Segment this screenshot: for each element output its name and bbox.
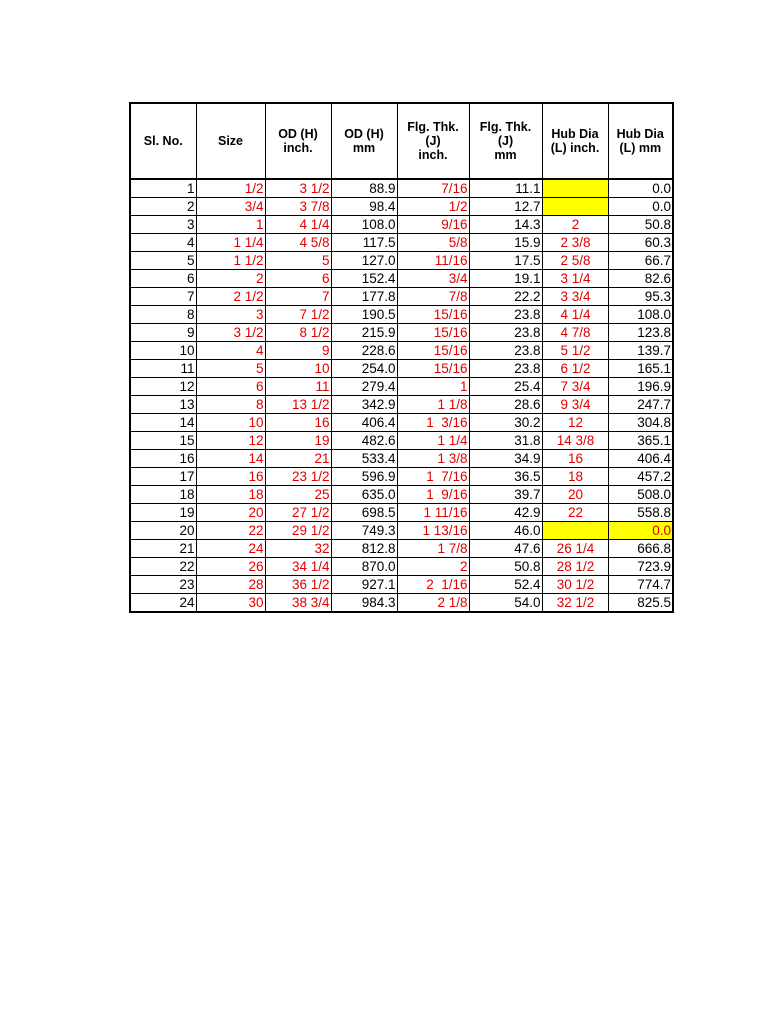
cell-od-mm[interactable]: 152.4 xyxy=(331,270,397,288)
cell-hub-dia-mm[interactable]: 50.8 xyxy=(608,216,673,234)
cell-size[interactable]: 4 xyxy=(196,342,265,360)
cell-hub-dia-inch[interactable]: 2 3/8 xyxy=(542,234,608,252)
cell-sl-no[interactable]: 4 xyxy=(130,234,196,252)
cell-flange-thickness-inch[interactable]: 15/16 xyxy=(397,360,469,378)
cell-flange-thickness-inch[interactable]: 3/4 xyxy=(397,270,469,288)
cell-hub-dia-inch[interactable]: 16 xyxy=(542,450,608,468)
cell-sl-no[interactable]: 8 xyxy=(130,306,196,324)
cell-flange-thickness-inch[interactable]: 15/16 xyxy=(397,324,469,342)
cell-size[interactable]: 22 xyxy=(196,522,265,540)
cell-flange-thickness-inch[interactable]: 1/2 xyxy=(397,198,469,216)
cell-hub-dia-inch[interactable]: 28 1/2 xyxy=(542,558,608,576)
cell-od-inch[interactable]: 16 xyxy=(265,414,331,432)
cell-od-mm[interactable]: 190.5 xyxy=(331,306,397,324)
cell-size[interactable]: 3 1/2 xyxy=(196,324,265,342)
cell-sl-no[interactable]: 2 xyxy=(130,198,196,216)
cell-hub-dia-mm[interactable]: 95.3 xyxy=(608,288,673,306)
cell-size[interactable]: 2 1/2 xyxy=(196,288,265,306)
cell-hub-dia-inch[interactable]: 2 xyxy=(542,216,608,234)
table-row xyxy=(130,450,673,468)
cell-hub-dia-inch[interactable]: 30 1/2 xyxy=(542,576,608,594)
table-row xyxy=(130,216,673,234)
table-row xyxy=(130,252,673,270)
cell-od-mm[interactable]: 533.4 xyxy=(331,450,397,468)
cell-flange-thickness-mm[interactable]: 22.2 xyxy=(469,288,542,306)
cell-size[interactable]: 3 xyxy=(196,306,265,324)
cell-flange-thickness-mm[interactable]: 39.7 xyxy=(469,486,542,504)
table-row xyxy=(130,486,673,504)
cell-od-inch[interactable]: 4 1/4 xyxy=(265,216,331,234)
cell-hub-dia-inch[interactable]: 3 3/4 xyxy=(542,288,608,306)
cell-hub-dia-mm[interactable]: 247.7 xyxy=(608,396,673,414)
table-row xyxy=(130,378,673,396)
cell-size[interactable]: 6 xyxy=(196,378,265,396)
cell-size[interactable]: 10 xyxy=(196,414,265,432)
cell-size[interactable]: 18 xyxy=(196,486,265,504)
cell-od-mm[interactable]: 117.5 xyxy=(331,234,397,252)
cell-od-mm[interactable]: 406.4 xyxy=(331,414,397,432)
cell-hub-dia-mm[interactable]: 60.3 xyxy=(608,234,673,252)
cell-od-mm[interactable]: 127.0 xyxy=(331,252,397,270)
cell-od-inch[interactable]: 11 xyxy=(265,378,331,396)
cell-od-inch[interactable]: 29 1/2 xyxy=(265,522,331,540)
cell-sl-no[interactable]: 24 xyxy=(130,594,196,613)
cell-od-mm[interactable]: 279.4 xyxy=(331,378,397,396)
table-row xyxy=(130,558,673,576)
table-row xyxy=(130,306,673,324)
cell-hub-dia-inch[interactable]: 6 1/2 xyxy=(542,360,608,378)
cell-flange-thickness-mm[interactable]: 23.8 xyxy=(469,324,542,342)
cell-od-inch[interactable]: 3 1/2 xyxy=(265,179,331,198)
cell-od-inch[interactable]: 9 xyxy=(265,342,331,360)
cell-od-inch[interactable]: 4 5/8 xyxy=(265,234,331,252)
cell-flange-thickness-mm[interactable]: 12.7 xyxy=(469,198,542,216)
cell-od-mm[interactable]: 215.9 xyxy=(331,324,397,342)
table-row xyxy=(130,234,673,252)
cell-od-mm[interactable]: 108.0 xyxy=(331,216,397,234)
cell-sl-no[interactable]: 12 xyxy=(130,378,196,396)
cell-flange-thickness-mm[interactable]: 11.1 xyxy=(469,179,542,198)
cell-od-inch[interactable]: 23 1/2 xyxy=(265,468,331,486)
cell-size[interactable]: 3/4 xyxy=(196,198,265,216)
cell-od-mm[interactable]: 596.9 xyxy=(331,468,397,486)
cell-size[interactable]: 1 xyxy=(196,216,265,234)
cell-hub-dia-mm[interactable]: 108.0 xyxy=(608,306,673,324)
cell-od-inch[interactable]: 19 xyxy=(265,432,331,450)
cell-flange-thickness-mm[interactable]: 19.1 xyxy=(469,270,542,288)
cell-flange-thickness-mm[interactable]: 34.9 xyxy=(469,450,542,468)
table-row xyxy=(130,270,673,288)
cell-size[interactable]: 8 xyxy=(196,396,265,414)
flange-dimension-sheet xyxy=(129,102,672,613)
cell-flange-thickness-mm[interactable]: 54.0 xyxy=(469,594,542,613)
cell-hub-dia-inch[interactable]: 4 1/4 xyxy=(542,306,608,324)
cell-od-inch[interactable]: 10 xyxy=(265,360,331,378)
cell-size[interactable]: 1 1/4 xyxy=(196,234,265,252)
cell-sl-no[interactable]: 6 xyxy=(130,270,196,288)
cell-size[interactable]: 12 xyxy=(196,432,265,450)
cell-od-inch[interactable]: 7 1/2 xyxy=(265,306,331,324)
cell-hub-dia-mm[interactable]: 196.9 xyxy=(608,378,673,396)
cell-od-mm[interactable]: 927.1 xyxy=(331,576,397,594)
cell-size[interactable]: 16 xyxy=(196,468,265,486)
cell-flange-thickness-inch[interactable]: 7/8 xyxy=(397,288,469,306)
cell-hub-dia-inch[interactable]: 14 3/8 xyxy=(542,432,608,450)
table-row xyxy=(130,468,673,486)
cell-hub-dia-mm[interactable]: 558.8 xyxy=(608,504,673,522)
table-row xyxy=(130,179,673,198)
cell-hub-dia-inch[interactable]: 22 xyxy=(542,504,608,522)
cell-flange-thickness-mm[interactable]: 23.8 xyxy=(469,360,542,378)
cell-flange-thickness-inch[interactable]: 2 1/16 xyxy=(397,576,469,594)
cell-flange-thickness-mm[interactable]: 52.4 xyxy=(469,576,542,594)
cell-sl-no[interactable]: 16 xyxy=(130,450,196,468)
cell-flange-thickness-inch[interactable]: 9/16 xyxy=(397,216,469,234)
cell-hub-dia-inch[interactable] xyxy=(542,198,608,216)
header-sl-no[interactable]: Sl. No. xyxy=(130,103,196,179)
cell-flange-thickness-inch[interactable]: 2 xyxy=(397,558,469,576)
cell-hub-dia-mm[interactable]: 123.8 xyxy=(608,324,673,342)
cell-size[interactable]: 1/2 xyxy=(196,179,265,198)
cell-hub-dia-mm[interactable]: 66.7 xyxy=(608,252,673,270)
cell-flange-thickness-mm[interactable]: 14.3 xyxy=(469,216,542,234)
cell-flange-thickness-inch[interactable]: 1 7/16 xyxy=(397,468,469,486)
header-od-inch[interactable]: OD (H) inch. xyxy=(265,103,331,179)
cell-od-inch[interactable]: 5 xyxy=(265,252,331,270)
header-flange-thickness-mm[interactable]: Flg. Thk. (J) mm xyxy=(469,103,542,179)
cell-sl-no[interactable]: 18 xyxy=(130,486,196,504)
cell-hub-dia-inch[interactable]: 12 xyxy=(542,414,608,432)
cell-hub-dia-mm[interactable]: 457.2 xyxy=(608,468,673,486)
cell-hub-dia-mm[interactable]: 0.0 xyxy=(608,522,673,540)
cell-od-inch[interactable]: 6 xyxy=(265,270,331,288)
cell-sl-no[interactable]: 10 xyxy=(130,342,196,360)
table-row xyxy=(130,396,673,414)
cell-od-inch[interactable]: 32 xyxy=(265,540,331,558)
cell-flange-thickness-inch[interactable]: 1 1/4 xyxy=(397,432,469,450)
cell-od-mm[interactable]: 254.0 xyxy=(331,360,397,378)
cell-flange-thickness-inch[interactable]: 1 11/16 xyxy=(397,504,469,522)
cell-size[interactable]: 20 xyxy=(196,504,265,522)
cell-od-inch[interactable]: 25 xyxy=(265,486,331,504)
cell-sl-no[interactable]: 14 xyxy=(130,414,196,432)
cell-flange-thickness-inch[interactable]: 1 13/16 xyxy=(397,522,469,540)
cell-od-mm[interactable]: 342.9 xyxy=(331,396,397,414)
cell-size[interactable]: 28 xyxy=(196,576,265,594)
cell-hub-dia-mm[interactable]: 82.6 xyxy=(608,270,673,288)
cell-hub-dia-inch[interactable]: 2 5/8 xyxy=(542,252,608,270)
cell-flange-thickness-inch[interactable]: 15/16 xyxy=(397,342,469,360)
table-row xyxy=(130,522,673,540)
cell-hub-dia-inch[interactable]: 4 7/8 xyxy=(542,324,608,342)
cell-od-mm[interactable]: 749.3 xyxy=(331,522,397,540)
cell-hub-dia-mm[interactable]: 365.1 xyxy=(608,432,673,450)
header-hub-dia-mm[interactable]: Hub Dia (L) mm xyxy=(608,103,673,179)
cell-od-mm[interactable]: 984.3 xyxy=(331,594,397,613)
cell-flange-thickness-mm[interactable]: 28.6 xyxy=(469,396,542,414)
cell-sl-no[interactable]: 15 xyxy=(130,432,196,450)
cell-hub-dia-inch[interactable] xyxy=(542,179,608,198)
cell-hub-dia-inch[interactable]: 18 xyxy=(542,468,608,486)
cell-flange-thickness-mm[interactable]: 25.4 xyxy=(469,378,542,396)
cell-flange-thickness-inch[interactable]: 1 3/8 xyxy=(397,450,469,468)
cell-sl-no[interactable]: 9 xyxy=(130,324,196,342)
cell-hub-dia-mm[interactable]: 666.8 xyxy=(608,540,673,558)
cell-hub-dia-inch[interactable]: 26 1/4 xyxy=(542,540,608,558)
cell-size[interactable]: 24 xyxy=(196,540,265,558)
cell-od-inch[interactable]: 38 3/4 xyxy=(265,594,331,613)
table-row xyxy=(130,288,673,306)
cell-size[interactable]: 5 xyxy=(196,360,265,378)
cell-hub-dia-inch[interactable]: 3 1/4 xyxy=(542,270,608,288)
table-row xyxy=(130,360,673,378)
cell-flange-thickness-mm[interactable]: 17.5 xyxy=(469,252,542,270)
table-row xyxy=(130,414,673,432)
cell-flange-thickness-inch[interactable]: 5/8 xyxy=(397,234,469,252)
cell-size[interactable]: 26 xyxy=(196,558,265,576)
cell-hub-dia-inch[interactable]: 9 3/4 xyxy=(542,396,608,414)
cell-flange-thickness-mm[interactable]: 23.8 xyxy=(469,342,542,360)
cell-hub-dia-mm[interactable]: 0.0 xyxy=(608,179,673,198)
cell-od-mm[interactable]: 98.4 xyxy=(331,198,397,216)
cell-flange-thickness-mm[interactable]: 42.9 xyxy=(469,504,542,522)
cell-flange-thickness-mm[interactable]: 23.8 xyxy=(469,306,542,324)
table-body xyxy=(130,179,673,612)
cell-flange-thickness-mm[interactable]: 36.5 xyxy=(469,468,542,486)
cell-flange-thickness-inch[interactable]: 1 3/16 xyxy=(397,414,469,432)
header-size[interactable]: Size xyxy=(196,103,265,179)
cell-sl-no[interactable]: 19 xyxy=(130,504,196,522)
table-row xyxy=(130,540,673,558)
cell-od-mm[interactable]: 698.5 xyxy=(331,504,397,522)
cell-size[interactable]: 30 xyxy=(196,594,265,613)
cell-hub-dia-inch[interactable] xyxy=(542,522,608,540)
cell-hub-dia-mm[interactable]: 165.1 xyxy=(608,360,673,378)
cell-sl-no[interactable]: 23 xyxy=(130,576,196,594)
cell-hub-dia-mm[interactable]: 0.0 xyxy=(608,198,673,216)
cell-flange-thickness-mm[interactable]: 47.6 xyxy=(469,540,542,558)
table-row xyxy=(130,594,673,613)
cell-od-inch[interactable]: 27 1/2 xyxy=(265,504,331,522)
cell-flange-thickness-inch[interactable]: 1 1/8 xyxy=(397,396,469,414)
table-row xyxy=(130,504,673,522)
cell-flange-thickness-mm[interactable]: 50.8 xyxy=(469,558,542,576)
header-row xyxy=(130,103,673,179)
cell-flange-thickness-mm[interactable]: 30.2 xyxy=(469,414,542,432)
cell-sl-no[interactable]: 1 xyxy=(130,179,196,198)
cell-od-inch[interactable]: 8 1/2 xyxy=(265,324,331,342)
cell-hub-dia-inch[interactable]: 5 1/2 xyxy=(542,342,608,360)
table-row xyxy=(130,432,673,450)
cell-od-mm[interactable]: 228.6 xyxy=(331,342,397,360)
cell-sl-no[interactable]: 21 xyxy=(130,540,196,558)
cell-hub-dia-mm[interactable]: 406.4 xyxy=(608,450,673,468)
cell-flange-thickness-inch[interactable]: 1 7/8 xyxy=(397,540,469,558)
header-od-mm[interactable]: OD (H) mm xyxy=(331,103,397,179)
table-row xyxy=(130,324,673,342)
table-row xyxy=(130,576,673,594)
cell-hub-dia-mm[interactable]: 508.0 xyxy=(608,486,673,504)
cell-od-inch[interactable]: 21 xyxy=(265,450,331,468)
cell-hub-dia-mm[interactable]: 139.7 xyxy=(608,342,673,360)
cell-od-mm[interactable]: 870.0 xyxy=(331,558,397,576)
cell-od-mm[interactable]: 482.6 xyxy=(331,432,397,450)
cell-sl-no[interactable]: 11 xyxy=(130,360,196,378)
cell-od-mm[interactable]: 88.9 xyxy=(331,179,397,198)
cell-sl-no[interactable]: 3 xyxy=(130,216,196,234)
cell-sl-no[interactable]: 20 xyxy=(130,522,196,540)
cell-od-mm[interactable]: 812.8 xyxy=(331,540,397,558)
cell-sl-no[interactable]: 7 xyxy=(130,288,196,306)
cell-flange-thickness-inch[interactable]: 11/16 xyxy=(397,252,469,270)
cell-od-inch[interactable]: 7 xyxy=(265,288,331,306)
cell-flange-thickness-inch[interactable]: 1 9/16 xyxy=(397,486,469,504)
cell-sl-no[interactable]: 17 xyxy=(130,468,196,486)
cell-od-mm[interactable]: 635.0 xyxy=(331,486,397,504)
cell-hub-dia-inch[interactable]: 32 1/2 xyxy=(542,594,608,613)
table-row xyxy=(130,198,673,216)
header-flange-thickness-inch[interactable]: Flg. Thk. (J) inch. xyxy=(397,103,469,179)
cell-hub-dia-mm[interactable]: 825.5 xyxy=(608,594,673,613)
cell-sl-no[interactable]: 13 xyxy=(130,396,196,414)
cell-od-inch[interactable]: 34 1/4 xyxy=(265,558,331,576)
table-row xyxy=(130,342,673,360)
cell-size[interactable]: 14 xyxy=(196,450,265,468)
cell-hub-dia-inch[interactable]: 7 3/4 xyxy=(542,378,608,396)
header-hub-dia-inch[interactable]: Hub Dia (L) inch. xyxy=(542,103,608,179)
cell-od-mm[interactable]: 177.8 xyxy=(331,288,397,306)
cell-hub-dia-mm[interactable]: 304.8 xyxy=(608,414,673,432)
cell-size[interactable]: 1 1/2 xyxy=(196,252,265,270)
cell-size[interactable]: 2 xyxy=(196,270,265,288)
cell-od-inch[interactable]: 3 7/8 xyxy=(265,198,331,216)
cell-hub-dia-mm[interactable]: 723.9 xyxy=(608,558,673,576)
cell-sl-no[interactable]: 22 xyxy=(130,558,196,576)
cell-flange-thickness-mm[interactable]: 46.0 xyxy=(469,522,542,540)
cell-flange-thickness-inch[interactable]: 1 xyxy=(397,378,469,396)
cell-od-inch[interactable]: 13 1/2 xyxy=(265,396,331,414)
cell-od-inch[interactable]: 36 1/2 xyxy=(265,576,331,594)
cell-hub-dia-inch[interactable]: 20 xyxy=(542,486,608,504)
cell-hub-dia-mm[interactable]: 774.7 xyxy=(608,576,673,594)
cell-flange-thickness-inch[interactable]: 7/16 xyxy=(397,179,469,198)
cell-flange-thickness-inch[interactable]: 15/16 xyxy=(397,306,469,324)
cell-flange-thickness-mm[interactable]: 15.9 xyxy=(469,234,542,252)
cell-flange-thickness-inch[interactable]: 2 1/8 xyxy=(397,594,469,613)
cell-sl-no[interactable]: 5 xyxy=(130,252,196,270)
cell-flange-thickness-mm[interactable]: 31.8 xyxy=(469,432,542,450)
flange-dimension-table xyxy=(129,102,674,613)
